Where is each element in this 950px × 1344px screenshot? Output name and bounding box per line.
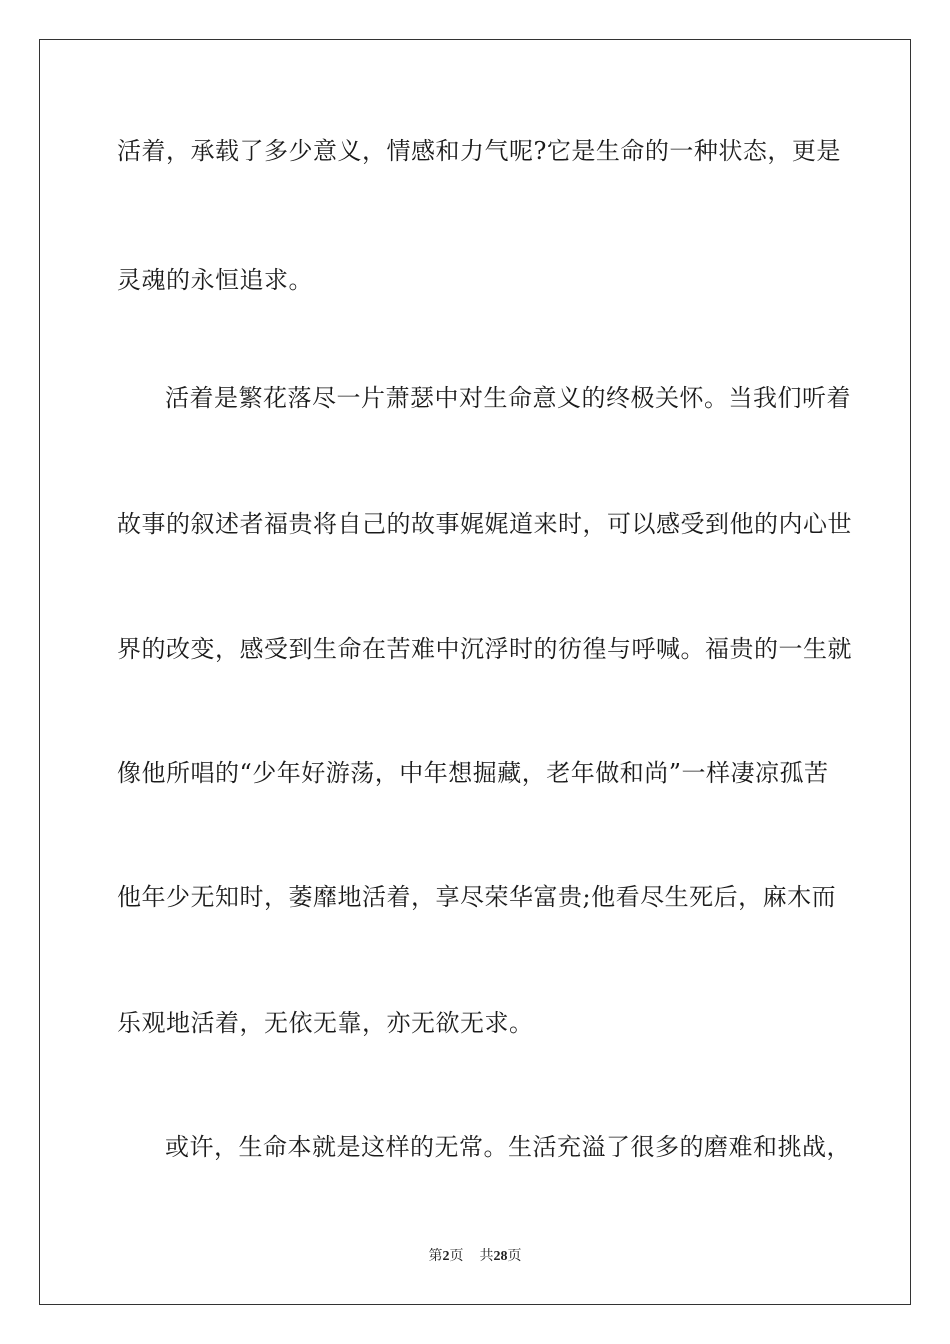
page-border	[39, 39, 911, 1305]
total-prefix: 共	[479, 1248, 494, 1264]
page-footer	[0, 1247, 950, 1266]
paragraph-line: 活着是繁花落尽一片萧瑟中对生命意义的终极关怀。当我们听着	[165, 384, 851, 412]
paragraph-line: 活着，承载了多少意义，情感和力气呢?它是生命的一种状态，更是	[117, 137, 841, 165]
paragraph-line: 或许，生命本就是这样的无常。生活充溢了很多的磨难和挑战，	[165, 1133, 851, 1161]
page-prefix: 第	[428, 1248, 443, 1264]
total-pages: 28	[493, 1249, 508, 1264]
paragraph-line: 像他所唱的“少年好游荡，中年想掘藏，老年做和尚”一样凄凉孤苦	[117, 759, 829, 787]
paragraph-line: 他年少无知时，萎靡地活着，享尽荣华富贵;他看尽生死后，麻木而	[117, 883, 837, 911]
paragraph-line: 故事的叙述者福贵将自己的故事娓娓道来时，可以感受到他的内心世	[117, 510, 852, 538]
paragraph-line: 乐观地活着，无依无靠，亦无欲无求。	[117, 1009, 534, 1037]
paragraph-line: 灵魂的永恒追求。	[117, 266, 313, 294]
total-suffix: 页	[507, 1248, 522, 1264]
page-suffix: 页	[449, 1248, 464, 1264]
paragraph-line: 界的改变，感受到生命在苦难中沉浮时的彷徨与呼喊。福贵的一生就	[117, 635, 852, 663]
page-number: 2	[442, 1249, 450, 1264]
